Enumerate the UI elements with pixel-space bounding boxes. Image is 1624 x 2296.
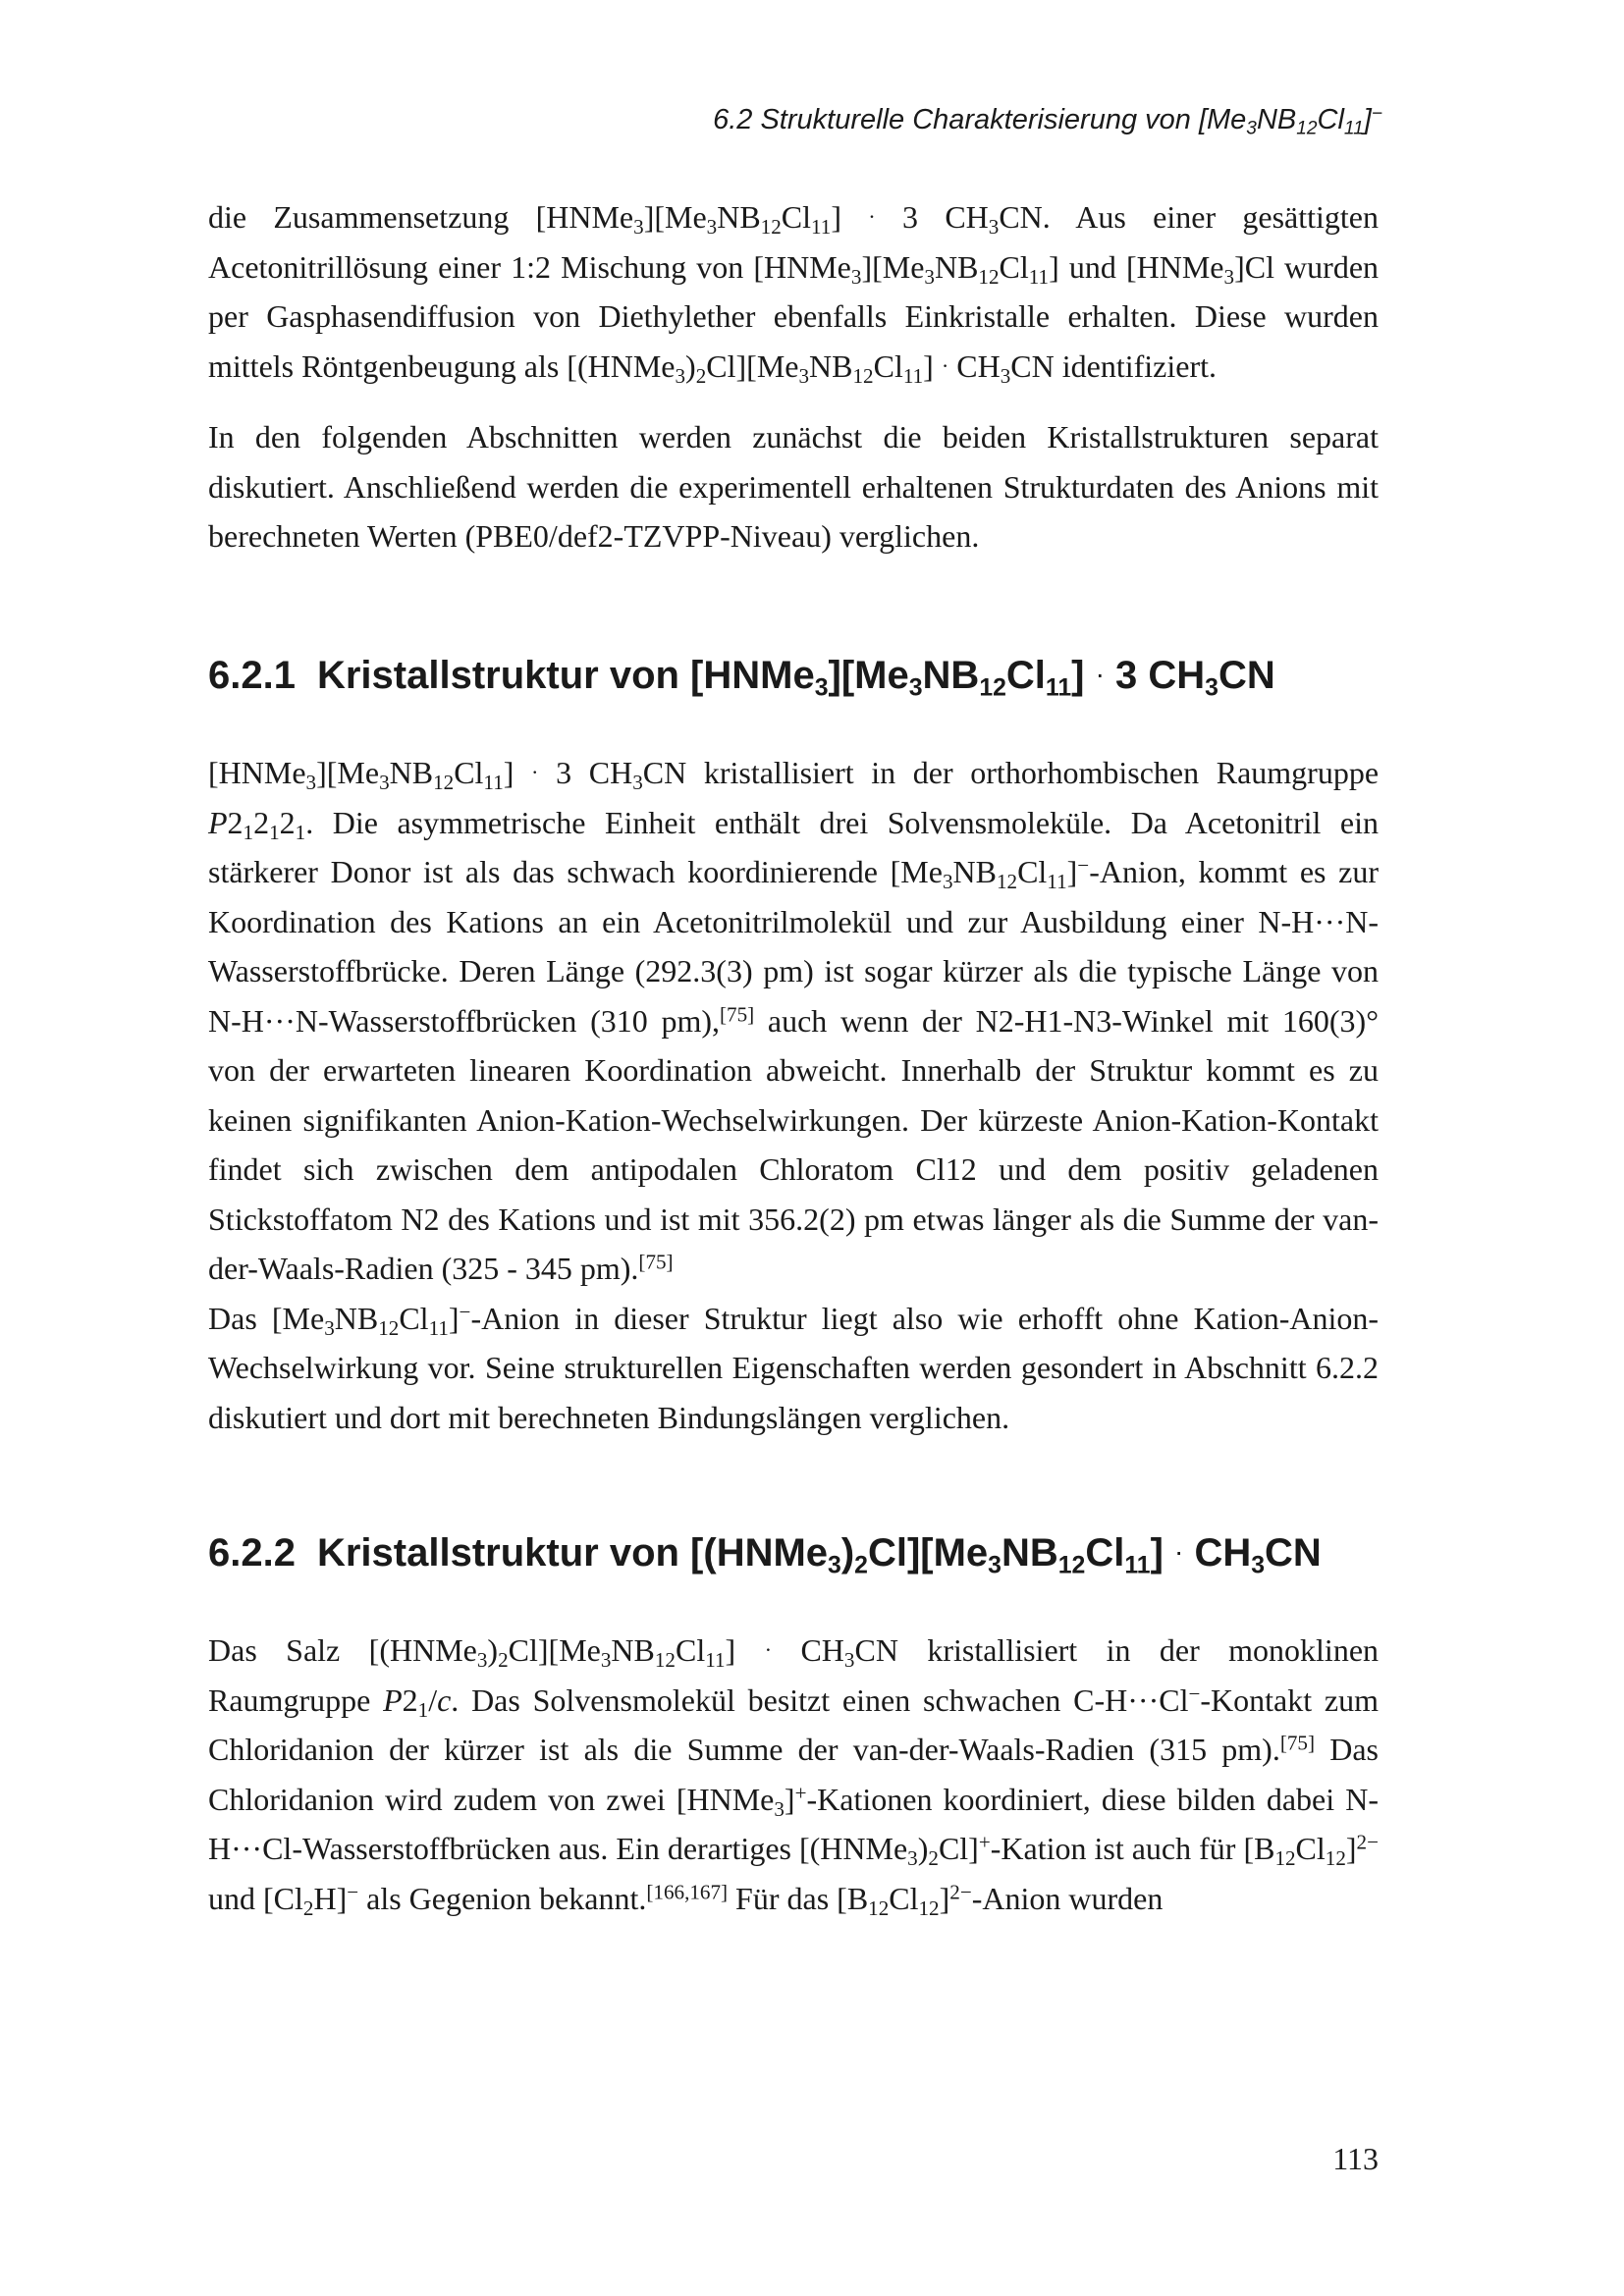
intro-block — [208, 192, 1379, 561]
section-title: Kristallstruktur von $[HNMe_3][Me_3NB_{12}Cl_{11}] \cdot 3$ $CH_3CN$ — [316, 654, 1275, 702]
page-number: 113 — [1332, 2141, 1379, 2176]
running-header-text: 6.2 Strukturelle Charakterisierung von $[Me_3NB_{12}Cl_{11}]^-$ — [713, 103, 1382, 139]
running-header — [713, 103, 1382, 139]
section-title: Kristallstruktur von $[(HNMe_3)_2Cl][Me_3NB_{12}Cl_{11}] \cdot CH_3CN$ — [316, 1531, 1322, 1579]
section-6-2-1-body — [208, 748, 1379, 1442]
section-heading-6-2-1 — [208, 650, 1379, 700]
paragraph-1: die Zusammensetzung $[HNMe_3][Me_3NB_{12}Cl_{11}] \cdot 3$ $CH_3CN$. Aus einer gesättigten Acetonitrillösung einer 1:2 Mischung von $[HNMe_3][Me_3NB_{12}Cl_{11}]$ und [HNMe$_3$]Cl wurden per Gasphasendiffusion von Diethylether ebenfalls Einkristalle erhalten. Diese wurden mittels Röntgenbeugung als $[(HNMe_3)_2Cl][Me_3NB_{12}Cl_{11}] \cdot CH_3CN$ identifiziert. — [208, 199, 1380, 388]
section-6-2-2-body — [208, 1626, 1379, 1923]
section-number: 6.2.2 — [208, 1531, 296, 1575]
paragraph-2: In den folgenden Abschnitten werden zunächst die beiden Kristallstrukturen separat diskutiert. Anschließend werden die experimentell erhaltenen Strukturdaten des Anions mit berechneten Werten (PBE0/def2-TZVPP-Niveau) verglichen. — [208, 419, 1379, 555]
paragraph-5: Das Salz $[(HNMe_3)_2Cl][Me_3NB_{12}Cl_{11}] \cdot CH_3CN$ kristallisiert in der monoklinen Raumgruppe $P2_1/c$. Das Solvensmolekül besitzt einen schwachen C-H···Cl−-Kontakt zum Chloridanion der kürzer ist als die Summe der van-der-Waals-Radien (315 pm).[75] Das Chloridanion wird zudem von zwei [HNMe$_3$]+-Kationen koordiniert, diese bilden dabei N-H···Cl-Wasserstoffbrücken aus. Ein derartiges $[(HNMe_3)_2Cl]^+$-Kation ist auch für $[B_{12}Cl_{12}]^{2-}$ und $[Cl_2H]^-$ als Gegenion bekannt.[166,167] Für das $[B_{12}Cl_{12}]^{2-}$-Anion wurden — [208, 1632, 1380, 1920]
section-heading-6-2-2 — [208, 1527, 1379, 1577]
section-number: 6.2.1 — [208, 654, 296, 698]
paragraph-3: $[HNMe_3][Me_3NB_{12}Cl_{11}] \cdot 3$ $CH_3CN$ kristallisiert in der orthorhombischen Raumgruppe $P2_12_12_1$. Die asymmetrische Einheit enthält drei Solvensmoleküle. Da Acetonitril ein stärkerer Donor ist als das schwach koordinierende $[Me_3NB_{12}Cl_{11}]^-$-Anion, kommt es zur Koordination des Kations an ein Acetonitrilmolekül und zur Ausbildung einer N-H···N-Wasserstoffbrücke. Deren Länge (292.3(3) pm) ist sogar kürzer als die typische Länge von N-H···N-Wasserstoffbrücken (310 pm),[75] auch wenn der N2-H1-N3-Winkel mit 160(3)° von der erwarteten linearen Koordination abweicht. Innerhalb der Struktur kommt es zu keinen signifikanten Anion-Kation-Wechselwirkungen. Der kürzeste Anion-Kation-Kontakt findet sich zwischen dem antipodalen Chloratom Cl12 und dem positiv geladenen Stickstoffatom N2 des Kations und ist mit 356.2(2) pm etwas länger als die Summe der van-der-Waals-Radien (325 - 345 pm).[75] — [208, 755, 1380, 1287]
paragraph-4: Das $[Me_3NB_{12}Cl_{11}]^-$-Anion in dieser Struktur liegt also wie erhofft ohne Kation-Anion-Wechselwirkung vor. Seine strukturellen Eigenschaften werden gesondert in Abschnitt 6.2.2 diskutiert und dort mit berechneten Bindungslängen verglichen. — [208, 1299, 1380, 1435]
